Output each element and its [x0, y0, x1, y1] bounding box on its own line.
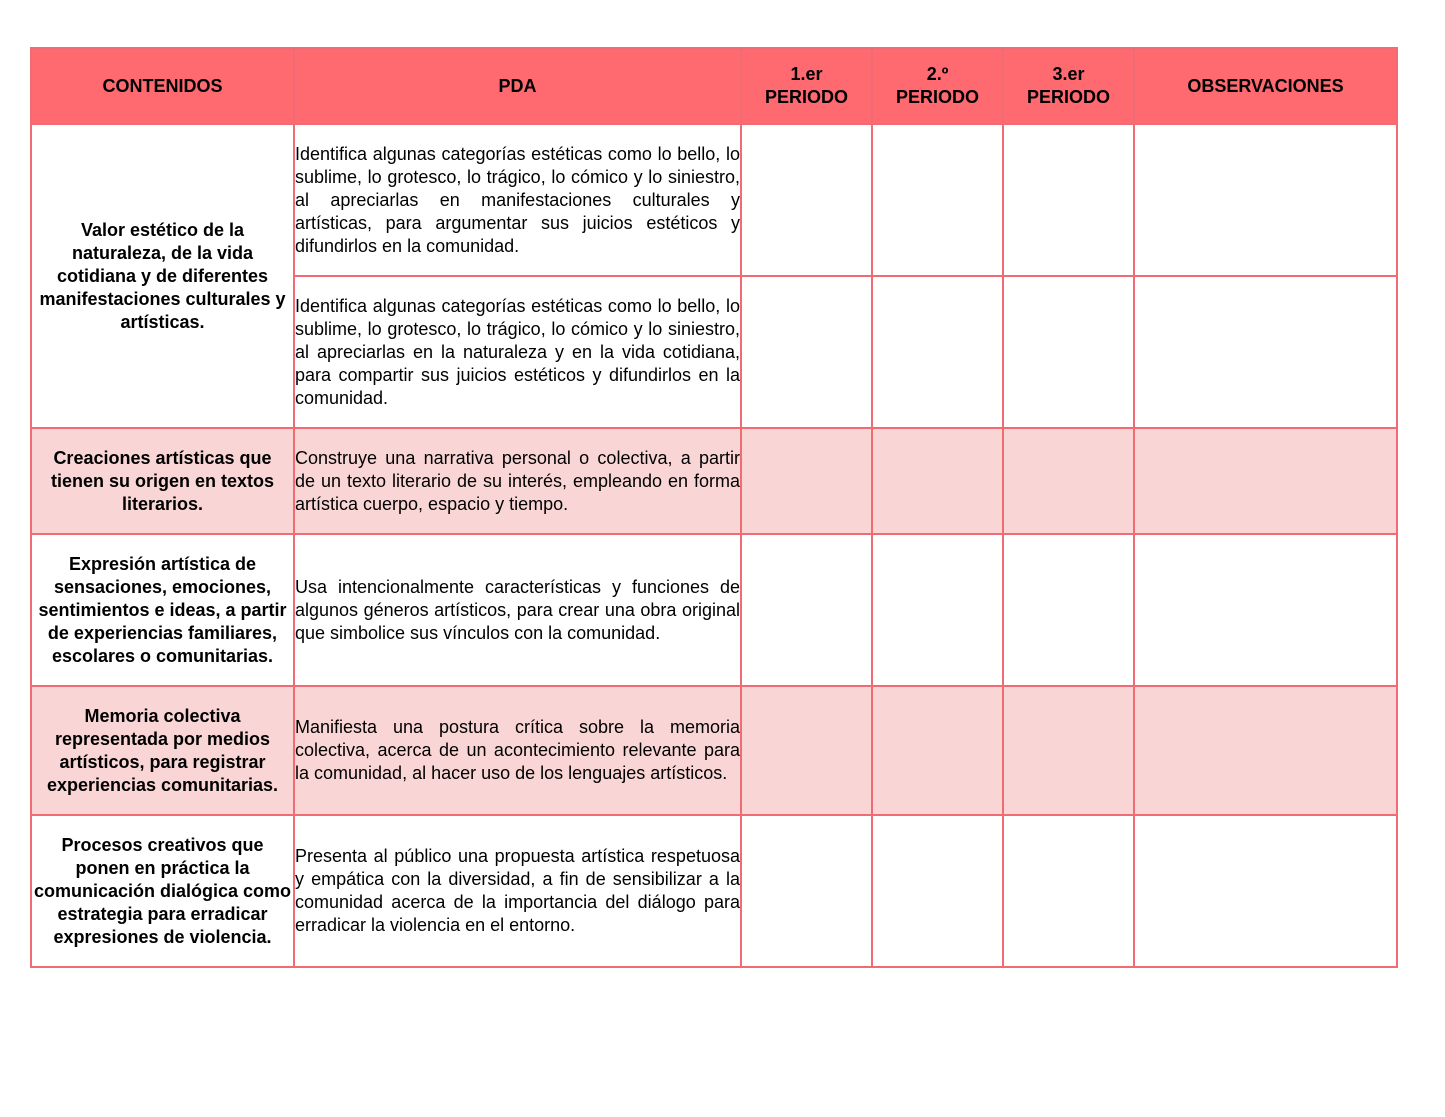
periodo-3-cell[interactable]	[1003, 124, 1134, 276]
contenido-cell: Creaciones artísticas que tienen su origen en textos literarios.	[31, 428, 294, 534]
pda-cell: Manifiesta una postura crítica sobre la memoria colectiva, acerca de un acontecimiento relevante para la comunidad, al hacer uso de los lenguajes artísticos.	[294, 686, 741, 815]
header-pda: PDA	[294, 48, 741, 124]
observaciones-cell[interactable]	[1134, 276, 1397, 428]
contenido-cell: Procesos creativos que ponen en práctica la comunicación dialógica como estrategia para erradicar expresiones de violencia.	[31, 815, 294, 967]
periodo-1-cell[interactable]	[741, 124, 872, 276]
periodo-1-cell[interactable]	[741, 686, 872, 815]
header-row	[31, 48, 1397, 124]
periodo-2-cell[interactable]	[872, 276, 1003, 428]
table-row	[31, 534, 1397, 686]
periodo-2-cell[interactable]	[872, 686, 1003, 815]
table-row	[31, 428, 1397, 534]
periodo-2-cell[interactable]	[872, 124, 1003, 276]
periodo-3-cell[interactable]	[1003, 428, 1134, 534]
header-observaciones: OBSERVACIONES	[1134, 48, 1397, 124]
periodo-2-cell[interactable]	[872, 428, 1003, 534]
periodo-3-cell[interactable]	[1003, 815, 1134, 967]
periodo-1-cell[interactable]	[741, 534, 872, 686]
observaciones-cell[interactable]	[1134, 124, 1397, 276]
observaciones-cell[interactable]	[1134, 534, 1397, 686]
contenido-cell: Valor estético de la naturaleza, de la vida cotidiana y de diferentes manifestaciones culturales y artísticas.	[31, 124, 294, 428]
contenido-cell: Memoria colectiva representada por medios artísticos, para registrar experiencias comunitarias.	[31, 686, 294, 815]
table-row	[31, 815, 1397, 967]
table-row	[31, 124, 1397, 276]
evaluation-table	[30, 47, 1398, 968]
pda-cell: Identifica algunas categorías estéticas como lo bello, lo sublime, lo grotesco, lo trágico, lo cómico y lo siniestro, al apreciarlas en la naturaleza y en la vida cotidiana, para compartir sus juicios estéticos y difundirlos en la comunidad.	[294, 276, 741, 428]
header-periodo-3: 3.er PERIODO	[1003, 48, 1134, 124]
pda-cell: Identifica algunas categorías estéticas como lo bello, lo sublime, lo grotesco, lo trágico, lo cómico y lo siniestro, al apreciarlas en manifestaciones culturales y artísticas, para argumentar sus juicios estéticos y difundirlos en la comunidad.	[294, 124, 741, 276]
pda-cell: Presenta al público una propuesta artística respetuosa y empática con la diversidad, a fin de sensibilizar a la comunidad acerca de la importancia del diálogo para erradicar la violencia en el entorno.	[294, 815, 741, 967]
pda-cell: Usa intencionalmente características y funciones de algunos géneros artísticos, para crear una obra original que simbolice sus vínculos con la comunidad.	[294, 534, 741, 686]
contenido-cell: Expresión artística de sensaciones, emociones, sentimientos e ideas, a partir de experiencias familiares, escolares o comunitarias.	[31, 534, 294, 686]
header-contenidos: CONTENIDOS	[31, 48, 294, 124]
periodo-1-cell[interactable]	[741, 815, 872, 967]
observaciones-cell[interactable]	[1134, 428, 1397, 534]
pda-cell: Construye una narrativa personal o colectiva, a partir de un texto literario de su interés, empleando en forma artística cuerpo, espacio y tiempo.	[294, 428, 741, 534]
periodo-2-cell[interactable]	[872, 815, 1003, 967]
table-row	[31, 686, 1397, 815]
observaciones-cell[interactable]	[1134, 686, 1397, 815]
periodo-2-cell[interactable]	[872, 534, 1003, 686]
periodo-1-cell[interactable]	[741, 276, 872, 428]
observaciones-cell[interactable]	[1134, 815, 1397, 967]
header-periodo-2: 2.º PERIODO	[872, 48, 1003, 124]
periodo-3-cell[interactable]	[1003, 686, 1134, 815]
periodo-3-cell[interactable]	[1003, 534, 1134, 686]
header-periodo-1: 1.er PERIODO	[741, 48, 872, 124]
periodo-1-cell[interactable]	[741, 428, 872, 534]
periodo-3-cell[interactable]	[1003, 276, 1134, 428]
